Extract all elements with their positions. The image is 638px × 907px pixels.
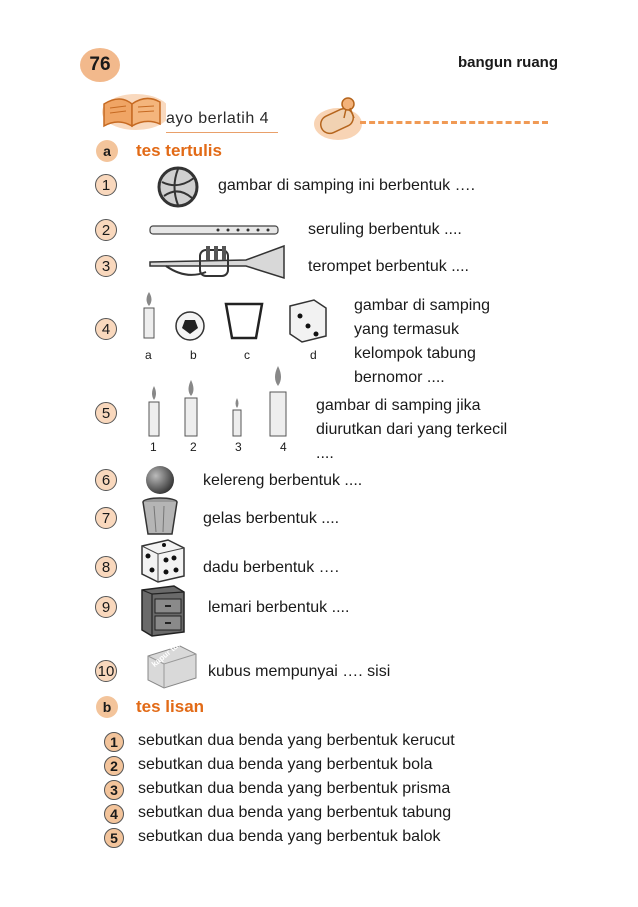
title-underline [166,132,278,133]
oral-question-text: sebutkan dua benda yang berbentuk prisma [138,780,451,797]
candle-icon [144,292,154,338]
section-a-badge: a [96,140,118,162]
exercise-title: ayo berlatih 4 [166,110,270,127]
cabinet-icon [138,584,188,638]
dice-icon [138,536,188,584]
option-label: 4 [280,440,287,454]
question-text: terompet berbentuk .... [308,258,469,275]
question-number: 1 [95,174,117,196]
dice-icon [290,300,326,342]
question-text: gambar di samping jika [316,397,481,414]
question-text: gambar di samping ini berbentuk …. [218,177,476,194]
question-number: 10 [95,660,117,682]
question-text: kubus mempunyai …. sisi [208,663,391,680]
question-text: diurutkan dari yang terkecil [316,421,508,438]
oral-question-text: sebutkan dua benda yang berbentuk balok [138,828,441,845]
question-text: dadu berbentuk …. [203,559,340,576]
option-label: c [244,348,250,362]
question-text: seruling berbentuk .... [308,221,462,238]
ball-icon [157,166,199,208]
question-text: kelompok tabung [354,345,476,362]
oral-question-number: 2 [104,756,124,776]
section-b-title: tes lisan [136,697,205,716]
option-label: 3 [235,440,242,454]
shape-options [138,290,338,346]
flute-icon [148,222,282,238]
question-number: 7 [95,507,117,529]
question-number: 6 [95,469,117,491]
section-a-title: tes tertulis [136,141,222,160]
oral-question-number: 5 [104,828,124,848]
oral-question-text: sebutkan dua benda yang berbentuk bola [138,756,433,773]
option-label: 1 [150,440,157,454]
option-label: a [145,348,152,362]
cup-icon [140,496,180,538]
question-number: 2 [95,219,117,241]
marble-icon [144,464,176,496]
oral-question-text: sebutkan dua benda yang berbentuk tabung [138,804,452,821]
option-label: b [190,348,197,362]
book-icon [96,86,166,134]
oral-question-number: 1 [104,732,124,752]
candles-icon [140,366,300,438]
chapter-title: bangun ruang [458,54,558,71]
oral-question-number: 3 [104,780,124,800]
question-text: kelereng berbentuk .... [203,472,363,489]
page-number: 76 [80,48,120,82]
question-text: lemari berbentuk .... [208,599,350,616]
question-text: gelas berbentuk .... [203,510,340,527]
option-label: d [310,348,317,362]
glass-icon [226,304,262,338]
question-number: 5 [95,402,117,424]
question-text: yang termasuk [354,321,459,338]
question-number: 9 [95,596,117,618]
question-number: 3 [95,255,117,277]
question-number: 4 [95,318,117,340]
oral-question-number: 4 [104,804,124,824]
oral-question-text: sebutkan dua benda yang berbentuk kerucut [138,732,455,749]
section-b-badge: b [96,696,118,718]
soccer-ball-icon [176,312,204,340]
question-text: .... [316,445,334,462]
trumpet-icon [146,242,294,284]
chalk-box-label: kapur tulis [150,635,187,669]
banner-divider [360,121,548,124]
scroll-icon [312,94,364,142]
question-text: gambar di samping [354,297,491,314]
question-number: 8 [95,556,117,578]
question-text: bernomor .... [354,369,445,386]
option-label: 2 [190,440,197,454]
